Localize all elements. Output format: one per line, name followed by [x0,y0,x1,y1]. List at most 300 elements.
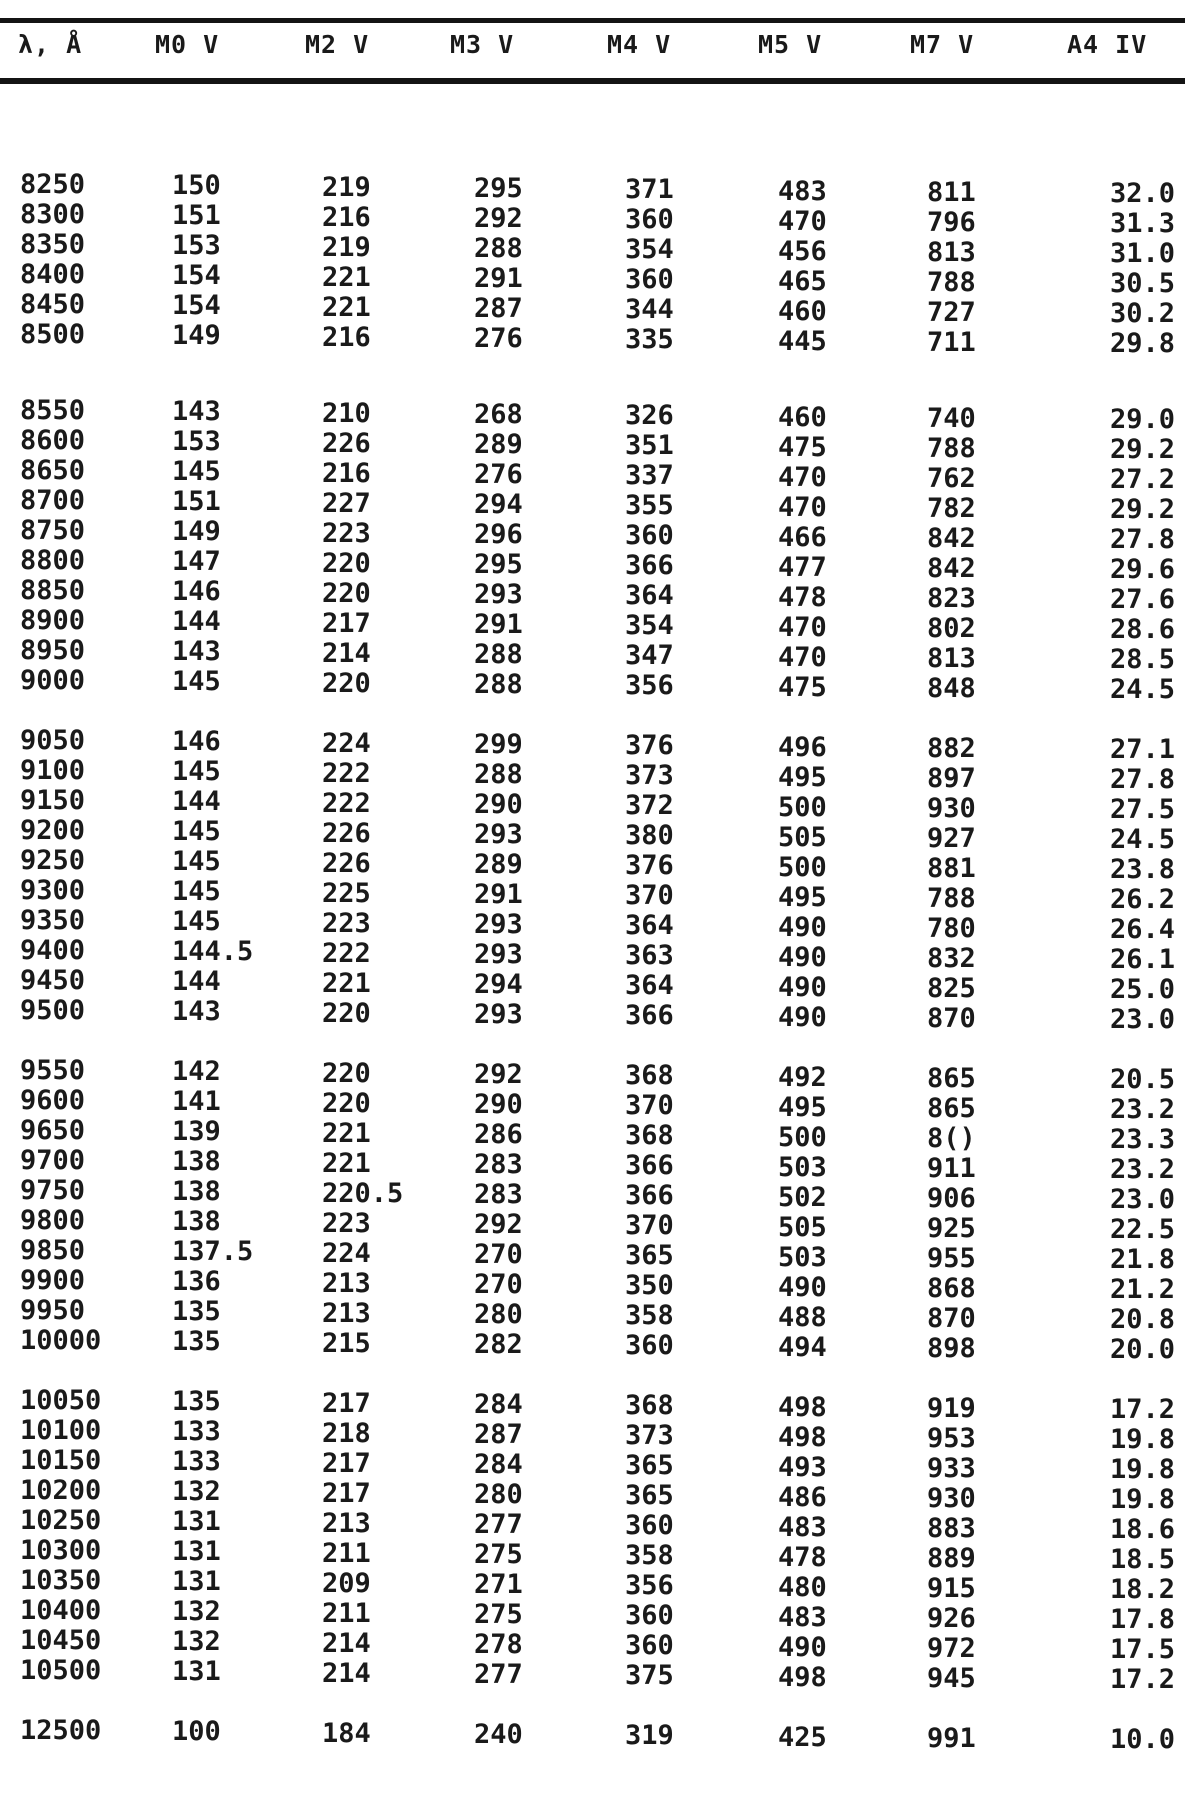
cell-m3v: 292 [474,1208,523,1240]
cell-m5v: 460 [778,295,827,327]
cell-m0v: 133 [172,1446,221,1478]
cell-m0v: 144 [172,606,221,638]
cell-a4iv: 20.5 [1109,1064,1175,1096]
cell-m0v: 145 [172,876,221,908]
cell-m4v: 364 [625,580,674,612]
cell-m7v: 953 [927,1422,976,1454]
cell-m5v: 480 [778,1571,827,1603]
cell-m7v: 889 [927,1542,976,1574]
cell-a4iv: 20.0 [1109,1334,1175,1366]
cell-m0v: 149 [172,516,221,548]
cell-m0v: 136 [172,1266,221,1298]
cell-m4v: 376 [625,850,674,882]
cell-wavelength: 9250 [20,845,86,876]
cell-m4v: 360 [625,1510,674,1542]
cell-m3v: 240 [474,1718,523,1750]
cell-wavelength: 9100 [20,755,86,786]
cell-m4v: 373 [625,1420,674,1452]
cell-m5v: 490 [778,911,827,943]
cell-a4iv: 20.8 [1109,1304,1175,1336]
cell-m4v: 326 [625,400,674,432]
cell-m3v: 282 [474,1328,523,1360]
cell-m3v: 288 [474,668,523,700]
cell-m5v: 466 [778,521,827,553]
cell-a4iv: 23.2 [1109,1154,1175,1186]
cell-m7v: 933 [927,1452,976,1484]
cell-m0v: 131 [172,1566,221,1598]
cell-m3v: 290 [474,1088,523,1120]
cell-m0v: 132 [172,1596,221,1628]
cell-wavelength: 9200 [20,815,86,846]
cell-m4v: 368 [625,1390,674,1422]
cell-m7v: 782 [927,492,976,524]
cell-m7v: 865 [927,1092,976,1124]
cell-m3v: 295 [474,172,523,204]
cell-wavelength: 10050 [20,1385,102,1416]
cell-m0v: 144 [172,786,221,818]
cell-a4iv: 19.8 [1109,1484,1175,1516]
cell-m2v: 217 [322,607,371,639]
header-m0v: M0 V [155,30,220,59]
cell-m0v: 131 [172,1506,221,1538]
cell-wavelength: 8500 [20,319,86,350]
table-header-rule [0,78,1185,84]
cell-m0v: 144 [172,966,221,998]
cell-m5v: 503 [778,1151,827,1183]
cell-m7v: 813 [927,642,976,674]
cell-wavelength: 9600 [20,1085,86,1116]
cell-m2v: 220 [322,547,371,579]
cell-m5v: 483 [778,1601,827,1633]
cell-a4iv: 25.0 [1109,974,1175,1006]
cell-wavelength: 8900 [20,605,86,636]
cell-a4iv: 30.5 [1109,268,1175,300]
cell-m7v: 972 [927,1632,976,1664]
cell-m3v: 289 [474,848,523,880]
cell-a4iv: 17.8 [1109,1604,1175,1636]
cell-m7v: 870 [927,1002,976,1034]
cell-m4v: 360 [625,520,674,552]
cell-m3v: 280 [474,1478,523,1510]
cell-m7v: 796 [927,206,976,238]
cell-wavelength: 9400 [20,935,86,966]
cell-a4iv: 23.8 [1109,854,1175,886]
cell-a4iv: 31.0 [1109,238,1175,270]
cell-m5v: 498 [778,1661,827,1693]
cell-wavelength: 9850 [20,1235,86,1266]
cell-m5v: 470 [778,611,827,643]
cell-a4iv: 26.1 [1109,944,1175,976]
cell-m7v: 906 [927,1182,976,1214]
cell-a4iv: 23.0 [1109,1184,1175,1216]
header-m3v: M3 V [450,30,515,59]
cell-m5v: 500 [778,1121,827,1153]
cell-m4v: 373 [625,760,674,792]
cell-a4iv: 18.2 [1109,1574,1175,1606]
cell-m5v: 483 [778,1511,827,1543]
cell-m0v: 145 [172,906,221,938]
cell-a4iv: 29.8 [1109,328,1175,360]
cell-m2v: 209 [322,1567,371,1599]
cell-m4v: 354 [625,234,674,266]
cell-m0v: 139 [172,1116,221,1148]
cell-wavelength: 8600 [20,425,86,456]
cell-m4v: 366 [625,1180,674,1212]
cell-m3v: 288 [474,638,523,670]
cell-m0v: 151 [172,200,221,232]
cell-wavelength: 10400 [20,1595,102,1626]
cell-m0v: 154 [172,290,221,322]
cell-m0v: 135 [172,1326,221,1358]
cell-m4v: 354 [625,610,674,642]
cell-m3v: 293 [474,998,523,1030]
cell-m0v: 143 [172,396,221,428]
cell-m3v: 293 [474,938,523,970]
cell-m2v: 220 [322,997,371,1029]
cell-m0v: 141 [172,1086,221,1118]
cell-m2v: 227 [322,487,371,519]
cell-m7v: 883 [927,1512,976,1544]
cell-m2v: 217 [322,1387,371,1419]
cell-m5v: 492 [778,1061,827,1093]
cell-a4iv: 29.0 [1109,404,1175,436]
cell-m7v: 825 [927,972,976,1004]
cell-m4v: 371 [625,174,674,206]
cell-m4v: 364 [625,970,674,1002]
cell-a4iv: 31.3 [1109,208,1175,240]
cell-m3v: 287 [474,292,523,324]
cell-m5v: 425 [778,1721,827,1753]
cell-m4v: 360 [625,204,674,236]
cell-m2v: 210 [322,397,371,429]
cell-a4iv: 23.3 [1109,1124,1175,1156]
cell-a4iv: 26.2 [1109,884,1175,916]
cell-m4v: 360 [625,1600,674,1632]
cell-wavelength: 8850 [20,575,86,606]
cell-a4iv: 18.5 [1109,1544,1175,1576]
cell-wavelength: 10300 [20,1535,102,1566]
cell-m0v: 146 [172,726,221,758]
cell-wavelength: 8950 [20,635,86,666]
cell-m4v: 360 [625,1330,674,1362]
cell-wavelength: 10250 [20,1505,102,1536]
cell-m2v: 211 [322,1537,371,1569]
cell-a4iv: 27.1 [1109,734,1175,766]
cell-wavelength: 9950 [20,1295,86,1326]
cell-m3v: 278 [474,1628,523,1660]
cell-wavelength: 10450 [20,1625,102,1656]
cell-wavelength: 9300 [20,875,86,906]
cell-m4v: 376 [625,730,674,762]
cell-wavelength: 9050 [20,725,86,756]
cell-m7v: 882 [927,732,976,764]
cell-m3v: 280 [474,1298,523,1330]
cell-m3v: 288 [474,758,523,790]
cell-m7v: 991 [927,1722,976,1754]
cell-m5v: 495 [778,881,827,913]
cell-m3v: 288 [474,232,523,264]
cell-m4v: 365 [625,1240,674,1272]
table-top-rule [0,18,1185,23]
cell-a4iv: 17.5 [1109,1634,1175,1666]
cell-m3v: 268 [474,398,523,430]
cell-m0v: 153 [172,230,221,262]
cell-m5v: 498 [778,1421,827,1453]
cell-wavelength: 8750 [20,515,86,546]
cell-m5v: 490 [778,1631,827,1663]
cell-wavelength: 8450 [20,289,86,320]
cell-m3v: 293 [474,908,523,940]
cell-m3v: 292 [474,1058,523,1090]
cell-m0v: 145 [172,846,221,878]
cell-a4iv: 29.6 [1109,554,1175,586]
cell-m7v: 711 [927,326,976,358]
cell-m2v: 184 [322,1717,371,1749]
cell-m7v: 870 [927,1302,976,1334]
cell-m7v: 813 [927,236,976,268]
cell-m2v: 214 [322,637,371,669]
cell-m7v: 788 [927,882,976,914]
cell-m2v: 220.5 [322,1177,404,1209]
cell-m4v: 370 [625,1210,674,1242]
cell-m3v: 275 [474,1538,523,1570]
cell-m2v: 211 [322,1597,371,1629]
cell-m4v: 366 [625,550,674,582]
cell-m4v: 351 [625,430,674,462]
cell-m2v: 224 [322,1237,371,1269]
cell-m5v: 500 [778,851,827,883]
cell-m3v: 294 [474,968,523,1000]
cell-wavelength: 9450 [20,965,86,996]
cell-m5v: 477 [778,551,827,583]
cell-m7v: 927 [927,822,976,854]
cell-m2v: 221 [322,1117,371,1149]
cell-m3v: 276 [474,458,523,490]
cell-m4v: 380 [625,820,674,852]
cell-m0v: 145 [172,666,221,698]
cell-m2v: 221 [322,1147,371,1179]
cell-a4iv: 19.8 [1109,1454,1175,1486]
cell-m2v: 217 [322,1477,371,1509]
cell-m5v: 470 [778,205,827,237]
cell-m4v: 337 [625,460,674,492]
cell-m7v: 832 [927,942,976,974]
cell-m5v: 490 [778,941,827,973]
cell-m2v: 226 [322,847,371,879]
cell-wavelength: 8250 [20,169,86,200]
cell-m3v: 283 [474,1148,523,1180]
cell-m2v: 220 [322,667,371,699]
cell-m4v: 366 [625,1000,674,1032]
cell-m7v: 919 [927,1392,976,1424]
cell-m5v: 505 [778,821,827,853]
cell-wavelength: 9150 [20,785,86,816]
cell-a4iv: 27.6 [1109,584,1175,616]
cell-m0v: 132 [172,1626,221,1658]
cell-m5v: 470 [778,641,827,673]
cell-m7v: 842 [927,522,976,554]
cell-m4v: 355 [625,490,674,522]
cell-m0v: 145 [172,816,221,848]
cell-m3v: 291 [474,608,523,640]
cell-wavelength: 9800 [20,1205,86,1236]
cell-a4iv: 21.8 [1109,1244,1175,1276]
cell-wavelength: 9900 [20,1265,86,1296]
cell-m2v: 217 [322,1447,371,1479]
cell-a4iv: 27.5 [1109,794,1175,826]
cell-m5v: 478 [778,581,827,613]
cell-m2v: 219 [322,171,371,203]
cell-wavelength: 9700 [20,1145,86,1176]
cell-m3v: 284 [474,1388,523,1420]
cell-wavelength: 8650 [20,455,86,486]
cell-m4v: 365 [625,1480,674,1512]
cell-m4v: 366 [625,1150,674,1182]
cell-m2v: 213 [322,1297,371,1329]
cell-wavelength: 8700 [20,485,86,516]
cell-wavelength: 8300 [20,199,86,230]
cell-wavelength: 10350 [20,1565,102,1596]
cell-m3v: 287 [474,1418,523,1450]
cell-m7v: 930 [927,792,976,824]
cell-m0v: 135 [172,1386,221,1418]
cell-m0v: 144.5 [172,936,254,968]
cell-m0v: 142 [172,1056,221,1088]
cell-m3v: 291 [474,262,523,294]
cell-m2v: 216 [322,457,371,489]
cell-wavelength: 10150 [20,1445,102,1476]
cell-m7v: 740 [927,402,976,434]
cell-wavelength: 8400 [20,259,86,290]
cell-m3v: 275 [474,1598,523,1630]
cell-m4v: 368 [625,1120,674,1152]
cell-m2v: 223 [322,1207,371,1239]
cell-m2v: 221 [322,261,371,293]
cell-a4iv: 30.2 [1109,298,1175,330]
cell-m0v: 132 [172,1476,221,1508]
cell-wavelength: 8550 [20,395,86,426]
cell-m2v: 220 [322,1087,371,1119]
cell-m5v: 460 [778,401,827,433]
cell-m2v: 226 [322,427,371,459]
cell-m0v: 137.5 [172,1236,254,1268]
cell-m0v: 149 [172,320,221,352]
cell-m5v: 475 [778,671,827,703]
cell-wavelength: 9500 [20,995,86,1026]
cell-m2v: 223 [322,907,371,939]
cell-m4v: 356 [625,670,674,702]
cell-m3v: 293 [474,578,523,610]
cell-m4v: 370 [625,1090,674,1122]
cell-m7v: 788 [927,266,976,298]
header-a4iv: A4 IV [1067,30,1148,59]
cell-a4iv: 17.2 [1109,1664,1175,1696]
cell-m4v: 363 [625,940,674,972]
cell-m7v: 897 [927,762,976,794]
header-m4v: M4 V [607,30,672,59]
cell-m3v: 294 [474,488,523,520]
cell-m5v: 486 [778,1481,827,1513]
header-wavelength: λ, Å [18,30,83,59]
cell-m5v: 456 [778,235,827,267]
cell-m3v: 291 [474,878,523,910]
cell-m0v: 154 [172,260,221,292]
header-m7v: M7 V [910,30,975,59]
cell-m0v: 147 [172,546,221,578]
cell-m3v: 271 [474,1568,523,1600]
cell-m0v: 145 [172,456,221,488]
cell-m2v: 222 [322,937,371,969]
cell-m3v: 277 [474,1508,523,1540]
cell-m7v: 915 [927,1572,976,1604]
cell-m5v: 503 [778,1241,827,1273]
cell-m0v: 138 [172,1206,221,1238]
cell-a4iv: 27.8 [1109,764,1175,796]
cell-m3v: 284 [474,1448,523,1480]
cell-m5v: 478 [778,1541,827,1573]
cell-m4v: 350 [625,1270,674,1302]
cell-a4iv: 27.2 [1109,464,1175,496]
cell-m5v: 496 [778,731,827,763]
cell-m2v: 218 [322,1417,371,1449]
cell-wavelength: 12500 [20,1715,102,1746]
cell-m0v: 143 [172,636,221,668]
cell-m7v: 925 [927,1212,976,1244]
cell-m7v: 802 [927,612,976,644]
cell-m7v: 926 [927,1602,976,1634]
cell-a4iv: 22.5 [1109,1214,1175,1246]
cell-wavelength: 9000 [20,665,86,696]
cell-a4iv: 23.2 [1109,1094,1175,1126]
cell-a4iv: 29.2 [1109,434,1175,466]
cell-m4v: 344 [625,294,674,326]
cell-m7v: 8() [927,1122,976,1154]
cell-m2v: 216 [322,201,371,233]
cell-m5v: 494 [778,1331,827,1363]
cell-m5v: 475 [778,431,827,463]
cell-a4iv: 28.5 [1109,644,1175,676]
cell-wavelength: 9550 [20,1055,86,1086]
cell-m3v: 283 [474,1178,523,1210]
cell-a4iv: 32.0 [1109,178,1175,210]
cell-m2v: 219 [322,231,371,263]
cell-m3v: 270 [474,1238,523,1270]
cell-m2v: 221 [322,967,371,999]
cell-m4v: 358 [625,1300,674,1332]
cell-m2v: 222 [322,787,371,819]
cell-m5v: 490 [778,1001,827,1033]
header-m2v: M2 V [305,30,370,59]
cell-a4iv: 19.8 [1109,1424,1175,1456]
cell-m4v: 347 [625,640,674,672]
cell-m2v: 223 [322,517,371,549]
cell-m4v: 360 [625,1630,674,1662]
cell-m0v: 133 [172,1416,221,1448]
cell-m0v: 135 [172,1296,221,1328]
cell-wavelength: 9650 [20,1115,86,1146]
cell-m7v: 881 [927,852,976,884]
cell-m4v: 368 [625,1060,674,1092]
cell-m5v: 445 [778,325,827,357]
cell-m3v: 292 [474,202,523,234]
cell-wavelength: 8800 [20,545,86,576]
cell-m7v: 780 [927,912,976,944]
cell-a4iv: 29.2 [1109,494,1175,526]
cell-m3v: 277 [474,1658,523,1690]
cell-a4iv: 18.6 [1109,1514,1175,1546]
cell-m4v: 335 [625,324,674,356]
cell-m4v: 372 [625,790,674,822]
